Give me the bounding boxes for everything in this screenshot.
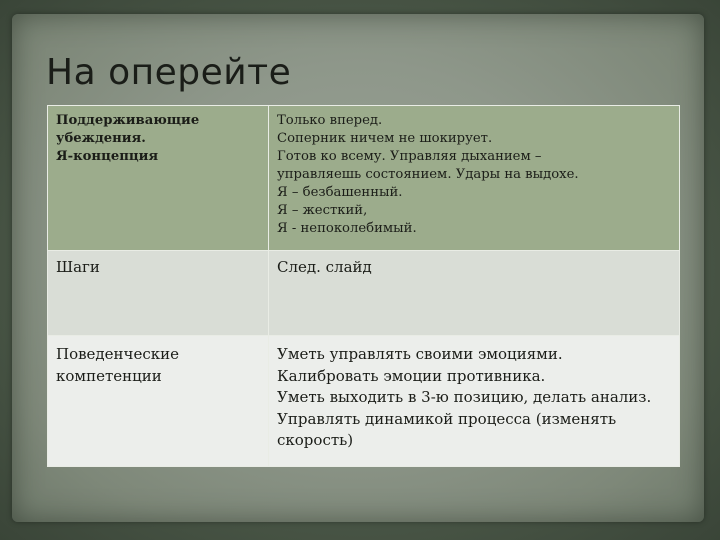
- cell-text-line: Поведенческие: [56, 345, 179, 363]
- table-row-competencies: [48, 336, 680, 467]
- table-cell-competencies-label: [48, 336, 269, 467]
- cell-text-line: Я - непоколебимый.: [277, 221, 417, 236]
- table-cell-beliefs-label: [48, 106, 269, 251]
- content-table: [47, 105, 680, 467]
- table-cell-beliefs-value: [269, 106, 680, 251]
- cell-text-line: убеждения.: [56, 131, 146, 146]
- cell-text-line: Управлять динамикой процесса (изменять: [277, 409, 617, 428]
- cell-text-line: Я – безбашенный.: [277, 185, 403, 200]
- cell-text-line: Уметь управлять своими эмоциями.: [277, 345, 563, 363]
- cell-text-line: скорость): [277, 431, 354, 449]
- cell-text-line: Готов ко всему. Управляя дыханием –: [277, 149, 542, 164]
- table-row-steps: [48, 251, 680, 336]
- cell-text-line: Только вперед.: [277, 113, 383, 128]
- table-cell-steps-label: Шаги: [48, 251, 269, 336]
- table-row-beliefs: [48, 106, 680, 251]
- cell-text-line: управляешь состоянием. Удары на выдохе.: [277, 167, 579, 182]
- cell-text-line: Соперник ничем не шокирует.: [277, 131, 493, 146]
- cell-text-line: Уметь выходить в 3-ю позицию, делать анализ.: [277, 388, 652, 406]
- cell-text-line: Я-концепция: [56, 149, 159, 164]
- cell-text-line: Поддерживающие: [56, 113, 200, 128]
- slide-title: На оперейте: [46, 52, 292, 93]
- cell-text-line: Калибровать эмоции противника.: [277, 366, 546, 385]
- cell-text-line: Я – жесткий,: [277, 203, 368, 218]
- table-cell-competencies-value: [269, 336, 680, 467]
- table-cell-steps-value: След. слайд: [269, 251, 680, 336]
- cell-text-line: компетенции: [56, 366, 162, 385]
